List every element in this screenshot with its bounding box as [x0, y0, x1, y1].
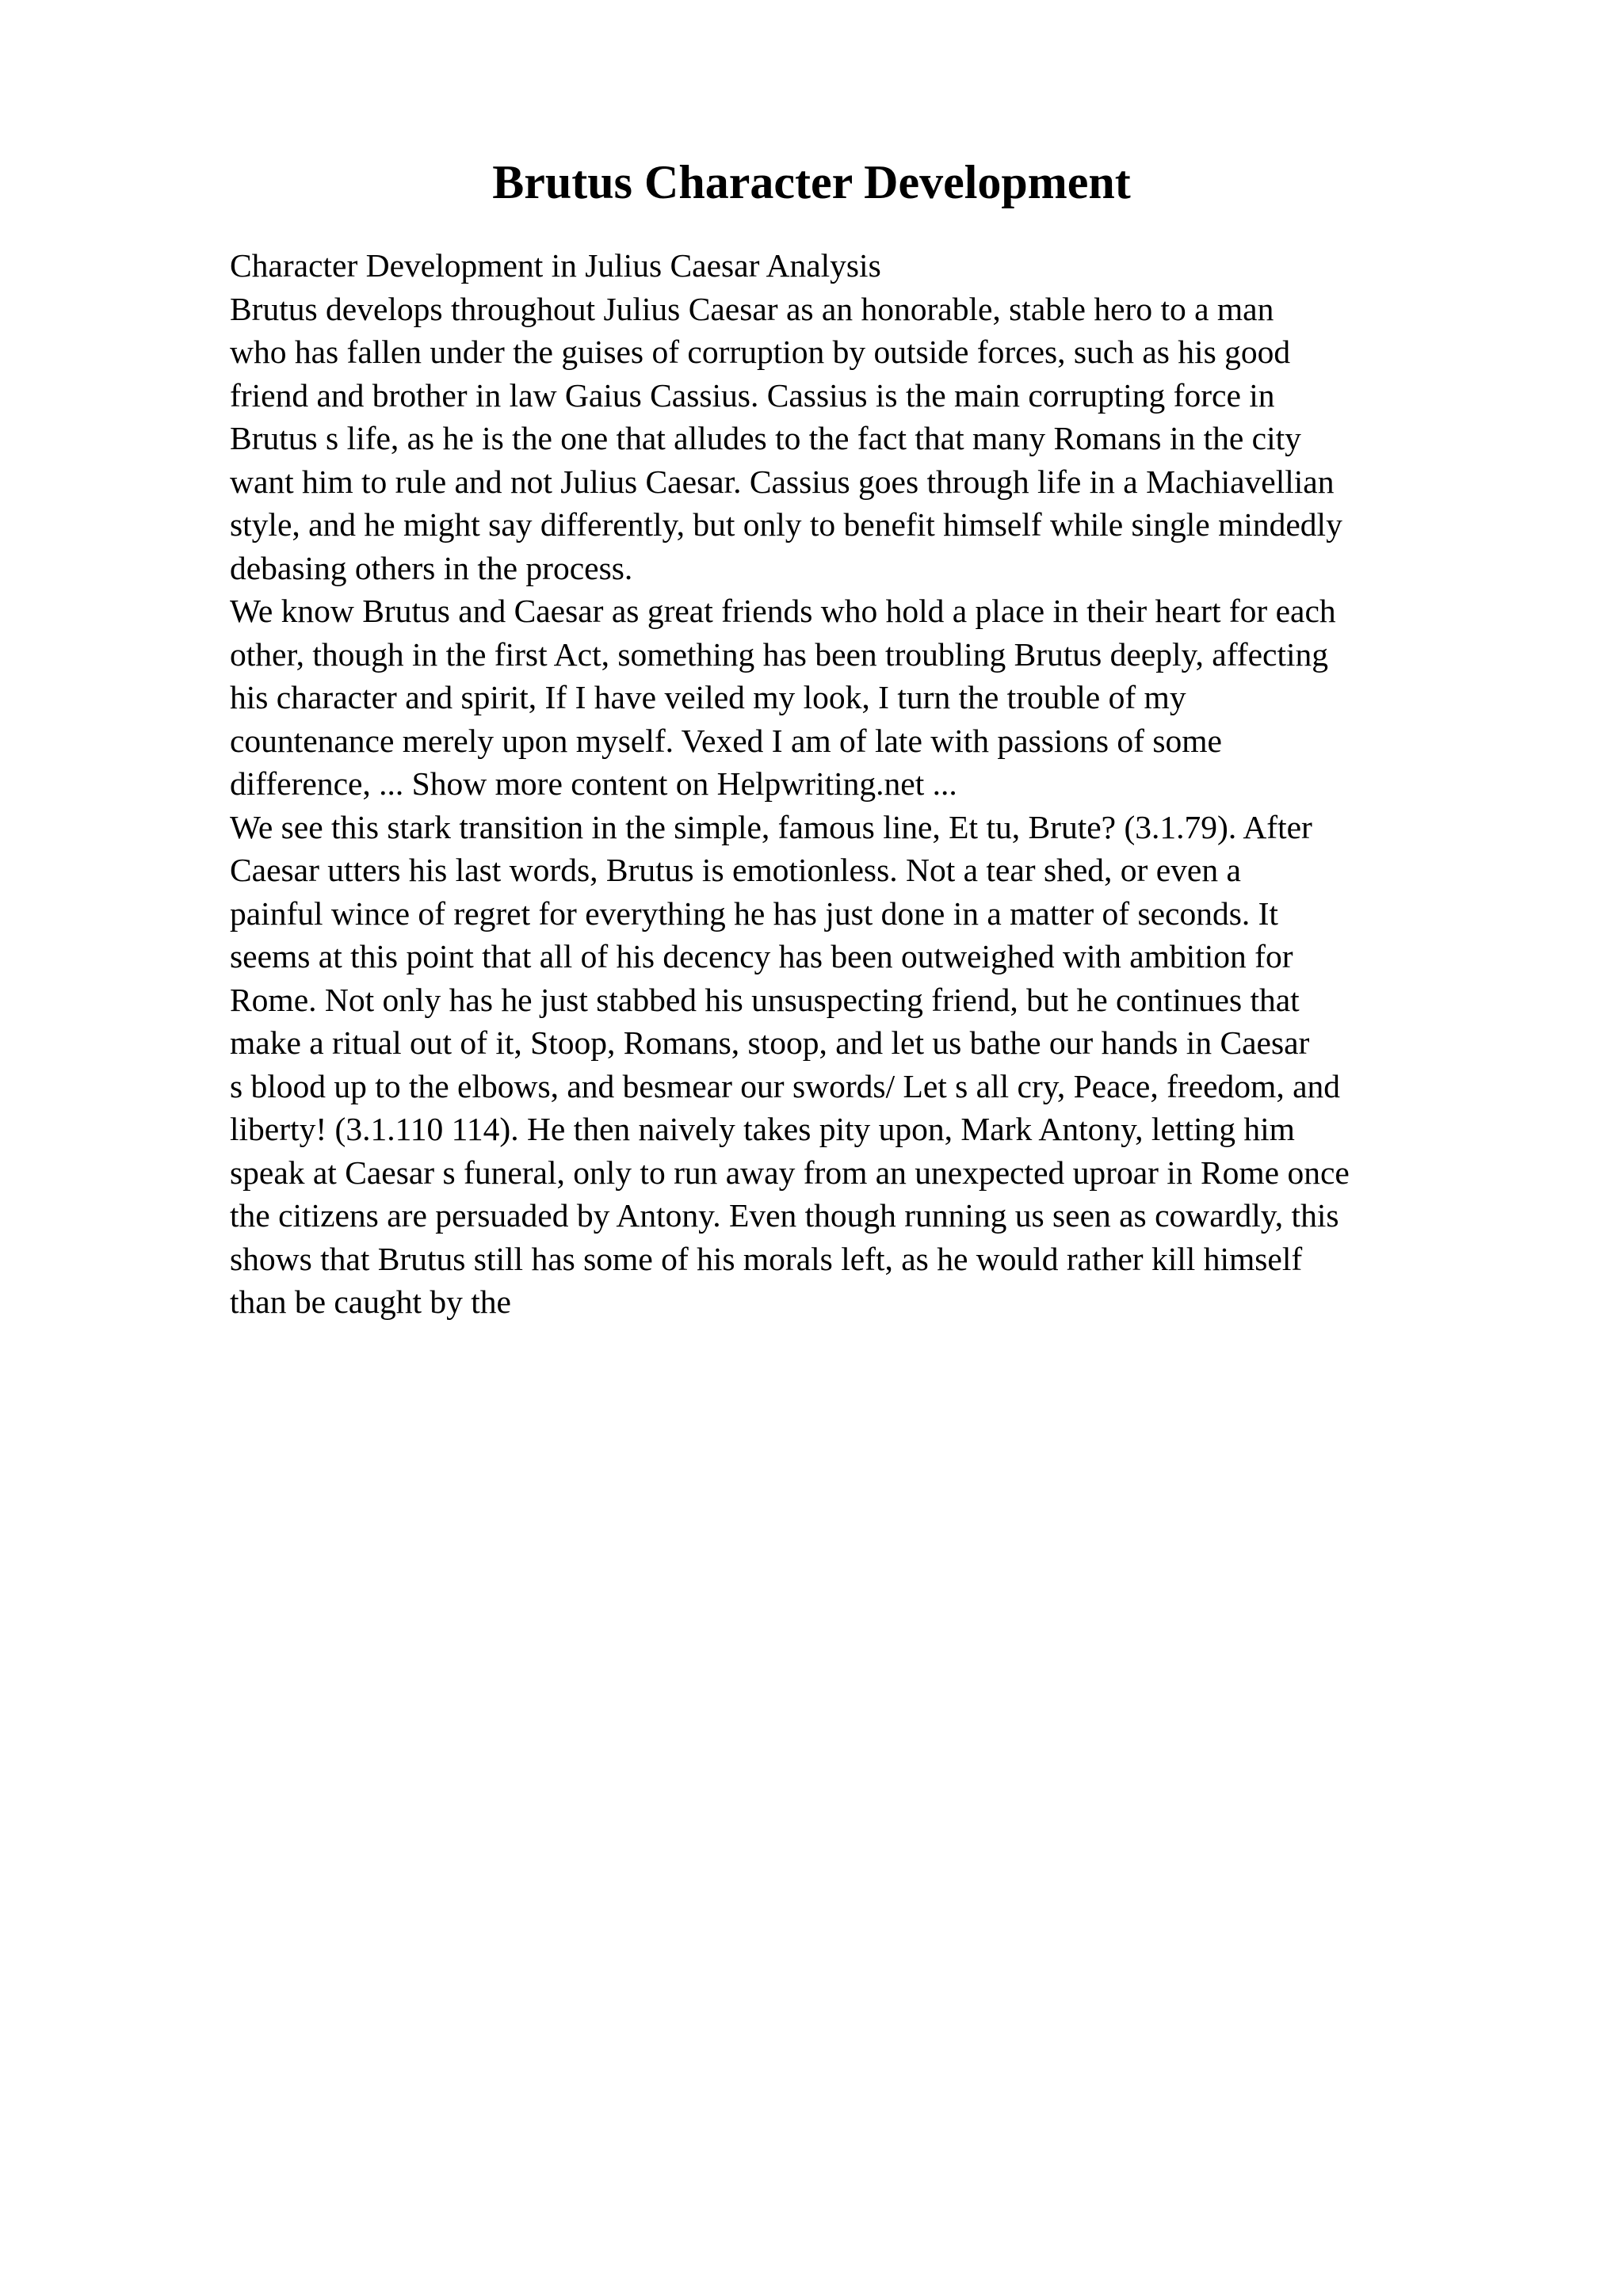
paragraph-transition [230, 806, 1506, 1324]
paragraph-subtitle [230, 244, 1506, 288]
text-line: friend and brother in law Gaius Cassius. Cassius is the main corrupting force in [230, 376, 1275, 414]
text-line: We know Brutus and Caesar as great friends who hold a place in their heart for each [230, 593, 1336, 629]
text-line: who has fallen under the guises of corruption by outside forces, such as his good [230, 334, 1291, 370]
text-line: other, though in the first Act, something has been troubling Brutus deeply, affecting [230, 635, 1329, 673]
text-line: his character and spirit, If I have veiled my look, I turn the trouble of my [230, 679, 1186, 715]
text-line: Brutus develops throughout Julius Caesar as an honorable, stable hero to a man [230, 290, 1274, 327]
text-line: s blood up to the elbows, and besmear our swords/ Let s all cry, Peace, freedom, and [230, 1067, 1341, 1104]
text-line: debasing others in the process. [230, 549, 633, 586]
text-line: speak at Caesar s funeral, only to run away from an unexpected uproar in Rome once [230, 1154, 1350, 1191]
text-line: the citizens are persuaded by Antony. Even though running us seen as cowardly, this [230, 1197, 1339, 1234]
text-line: countenance merely upon myself. Vexed I am of late with passions of some [230, 722, 1222, 759]
text-line: shows that Brutus still has some of his morals left, as he would rather kill himself [230, 1240, 1303, 1277]
text-line: want him to rule and not Julius Caesar. Cassius goes through life in a Machiavellian [230, 463, 1335, 500]
text-line: Caesar utters his last words, Brutus is emotionless. Not a tear shed, or even a [230, 852, 1241, 888]
text-line: Brutus s life, as he is the one that alludes to the fact that many Romans in the city [230, 420, 1301, 456]
document-body [230, 244, 1506, 1324]
text-line: make a ritual out of it, Stoop, Romans, stoop, and let us bathe our hands in Caesar [230, 1024, 1310, 1061]
paragraph-friendship [230, 589, 1506, 806]
document-title: Brutus Character Development [492, 156, 1131, 208]
text-line: style, and he might say differently, but only to benefit himself while single mindedly [230, 506, 1342, 543]
text-line: Character Development in Julius Caesar Analysis [230, 247, 881, 284]
text-line: painful wince of regret for everything he has just done in a matter of seconds. It [230, 894, 1278, 932]
text-line: liberty! (3.1.110 114). He then naively takes pity upon, Mark Antony, letting him [230, 1111, 1295, 1147]
paragraph-intro [230, 288, 1506, 590]
text-line: We see this stark transition in the simple, famous line, Et tu, Brute? (3.1.79). After [230, 808, 1312, 845]
text-line: seems at this point that all of his decency has been outweighed with ambition for [230, 938, 1293, 974]
text-line: difference, ... Show more content on Helpwriting.net ... [230, 765, 957, 802]
text-line: Rome. Not only has he just stabbed his unsuspecting friend, but he continues that [230, 981, 1300, 1018]
text-line: than be caught by the [230, 1283, 511, 1320]
